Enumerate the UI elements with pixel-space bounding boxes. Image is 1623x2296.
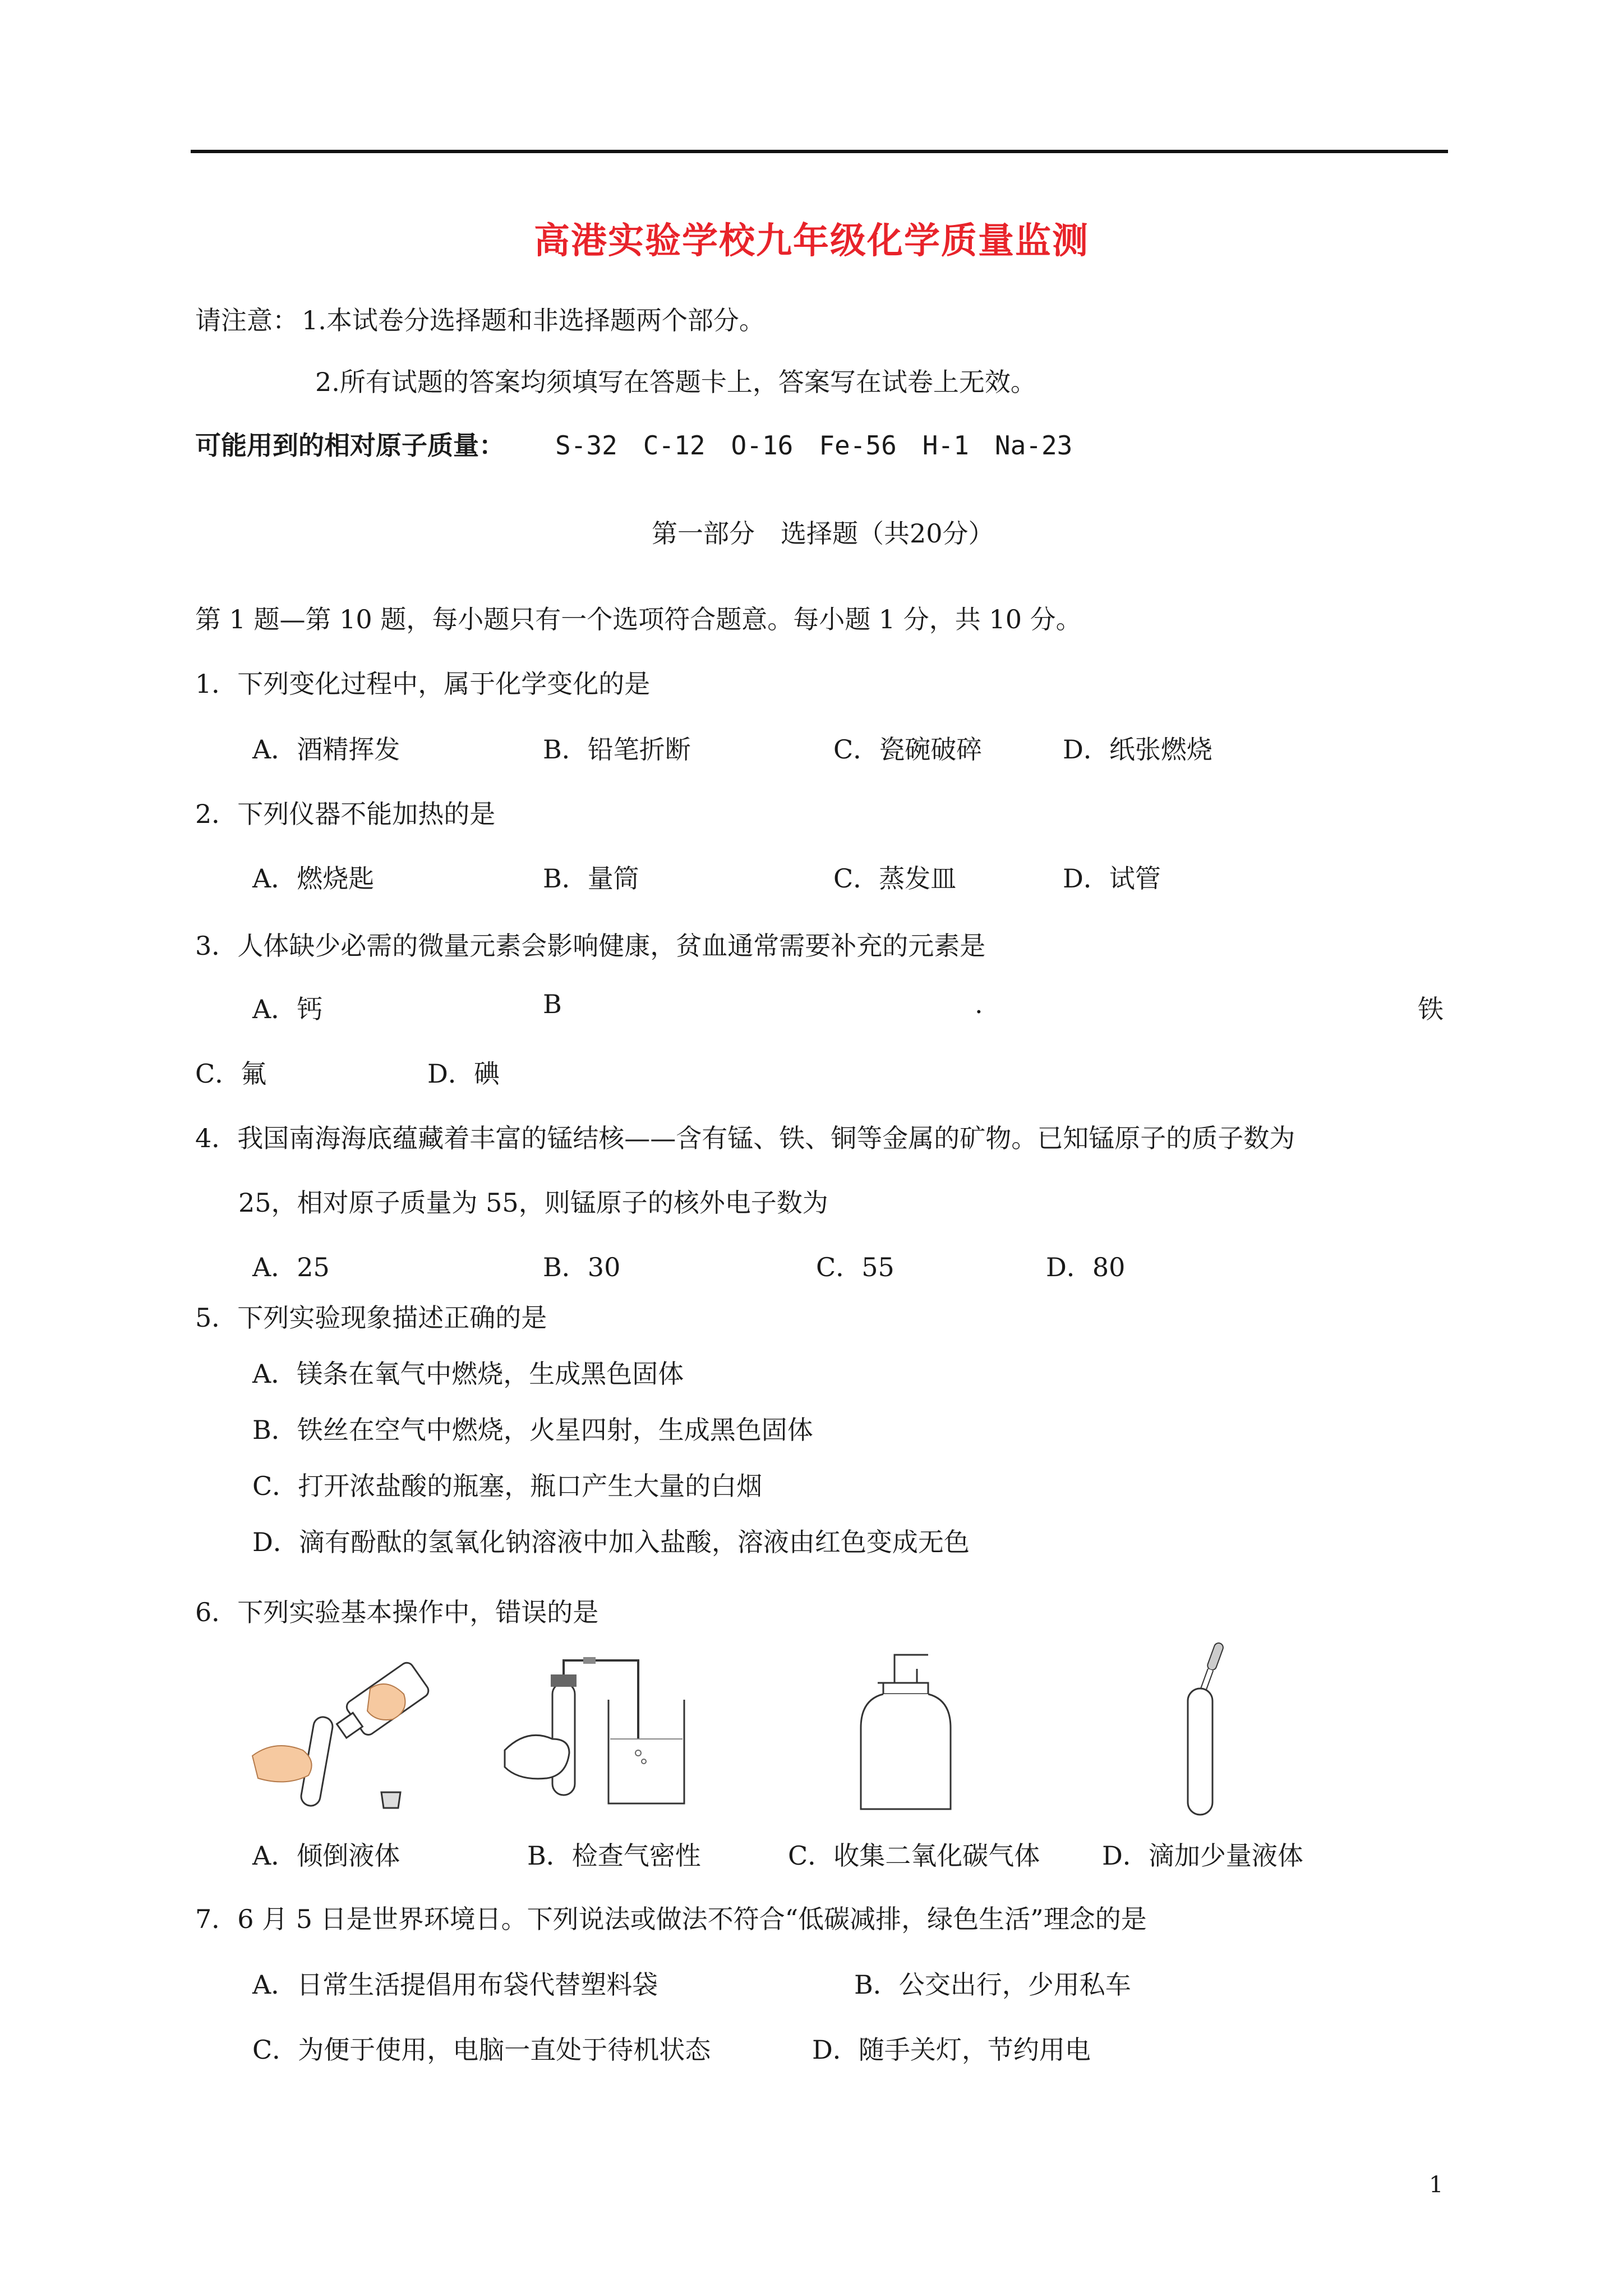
question-7-option-d: D．随手关灯，节约用电 xyxy=(812,2035,1091,2065)
question-4-option-d: D．80 xyxy=(1046,1252,1126,1282)
question-1-stem: 1．下列变化过程中，属于化学变化的是 xyxy=(195,669,651,699)
question-3-option-d: D．碘 xyxy=(427,1059,500,1089)
question-7-option-a: A．日常生活提倡用布袋代替塑料袋 xyxy=(252,1970,658,2000)
question-7-option-c: C．为便于使用，电脑一直处于待机状态 xyxy=(252,2035,711,2065)
question-7-option-b: B．公交出行，少用私车 xyxy=(854,1970,1131,2000)
question-5-option-a: A．镁条在氧气中燃烧，生成黑色固体 xyxy=(252,1359,684,1389)
question-5-option-c: C．打开浓盐酸的瓶塞，瓶口产生大量的白烟 xyxy=(252,1471,763,1501)
notice-label: 请注意： xyxy=(195,305,298,335)
question-2-option-a: A．燃烧匙 xyxy=(252,863,375,894)
notice-item-2: 2.所有试题的答案均须填写在答题卡上，答案写在试卷上无效。 xyxy=(315,367,1036,397)
header-rule xyxy=(191,150,1448,153)
question-5-option-d: D．滴有酚酞的氢氧化钠溶液中加入盐酸，溶液由红色变成无色 xyxy=(252,1527,970,1557)
question-3-option-b-text: 铁 xyxy=(1418,994,1444,1024)
question-4-option-b: B．30 xyxy=(543,1252,621,1282)
question-4-stem-line-1: 4．我国南海海底蕴藏着丰富的锰结核——含有锰、铁、铜等金属的矿物。已知锰原子的质子数为 xyxy=(195,1123,1295,1153)
question-7-stem: 7．6 月 5 日是世界环境日。下列说法或做法不符合“低碳减排，绿色生活”理念的是 xyxy=(195,1904,1147,1934)
figure-dropper-test-tube xyxy=(1166,1638,1245,1818)
question-6-option-c: C．收集二氧化碳气体 xyxy=(788,1841,1040,1871)
question-3-option-b-dot: . xyxy=(975,989,983,1019)
figure-airtightness-check xyxy=(499,1649,707,1818)
question-2-option-c: C．蒸发皿 xyxy=(833,863,957,894)
question-2-stem: 2．下列仪器不能加热的是 xyxy=(195,799,496,829)
question-4-option-a: A．25 xyxy=(252,1252,330,1282)
question-3-stem: 3．人体缺少必需的微量元素会影响健康，贫血通常需要补充的元素是 xyxy=(195,931,986,961)
figure-gas-collection-bottle xyxy=(844,1644,967,1818)
question-3-option-a: A．钙 xyxy=(252,994,323,1024)
atomic-mass-label: 可能用到的相对原子质量： xyxy=(195,430,505,461)
atomic-mass-values: S-32 C-12 O-16 Fe-56 H-1 Na-23 xyxy=(555,430,1073,461)
question-5-stem: 5．下列实验现象描述正确的是 xyxy=(195,1303,547,1333)
question-5-option-b: B．铁丝在空气中燃烧，火星四射，生成黑色固体 xyxy=(252,1415,813,1445)
section-title: 第一部分 选择题（共20分） xyxy=(652,518,994,549)
page-title: 高港实验学校九年级化学质量监测 xyxy=(534,220,1089,262)
question-4-stem-line-2: 25，相对原子质量为 55，则锰原子的核外电子数为 xyxy=(238,1188,828,1218)
question-6-stem: 6．下列实验基本操作中，错误的是 xyxy=(195,1597,599,1627)
question-1-option-b: B．铅笔折断 xyxy=(543,734,691,765)
question-3-option-b-letter: B xyxy=(543,989,562,1019)
figure-pouring-liquid xyxy=(241,1649,432,1818)
notice-item-1: 1.本试卷分选择题和非选择题两个部分。 xyxy=(302,305,765,335)
section-instructions: 第 1 题—第 10 题，每小题只有一个选项符合题意。每小题 1 分，共 10 分。 xyxy=(195,604,1082,634)
question-6-option-a: A．倾倒液体 xyxy=(252,1841,400,1871)
question-3-option-c: C．氟 xyxy=(195,1059,267,1089)
question-1-option-d: D．纸张燃烧 xyxy=(1063,734,1212,765)
page-number: 1 xyxy=(1429,2172,1444,2198)
question-1-option-a: A．酒精挥发 xyxy=(252,734,400,765)
question-4-option-c: C．55 xyxy=(816,1252,895,1282)
question-1-option-c: C．瓷碗破碎 xyxy=(833,734,983,765)
question-6-option-d: D．滴加少量液体 xyxy=(1102,1841,1303,1871)
question-2-option-d: D．试管 xyxy=(1063,863,1161,894)
question-2-option-b: B．量筒 xyxy=(543,863,639,894)
question-6-option-b: B．检查气密性 xyxy=(527,1841,701,1871)
